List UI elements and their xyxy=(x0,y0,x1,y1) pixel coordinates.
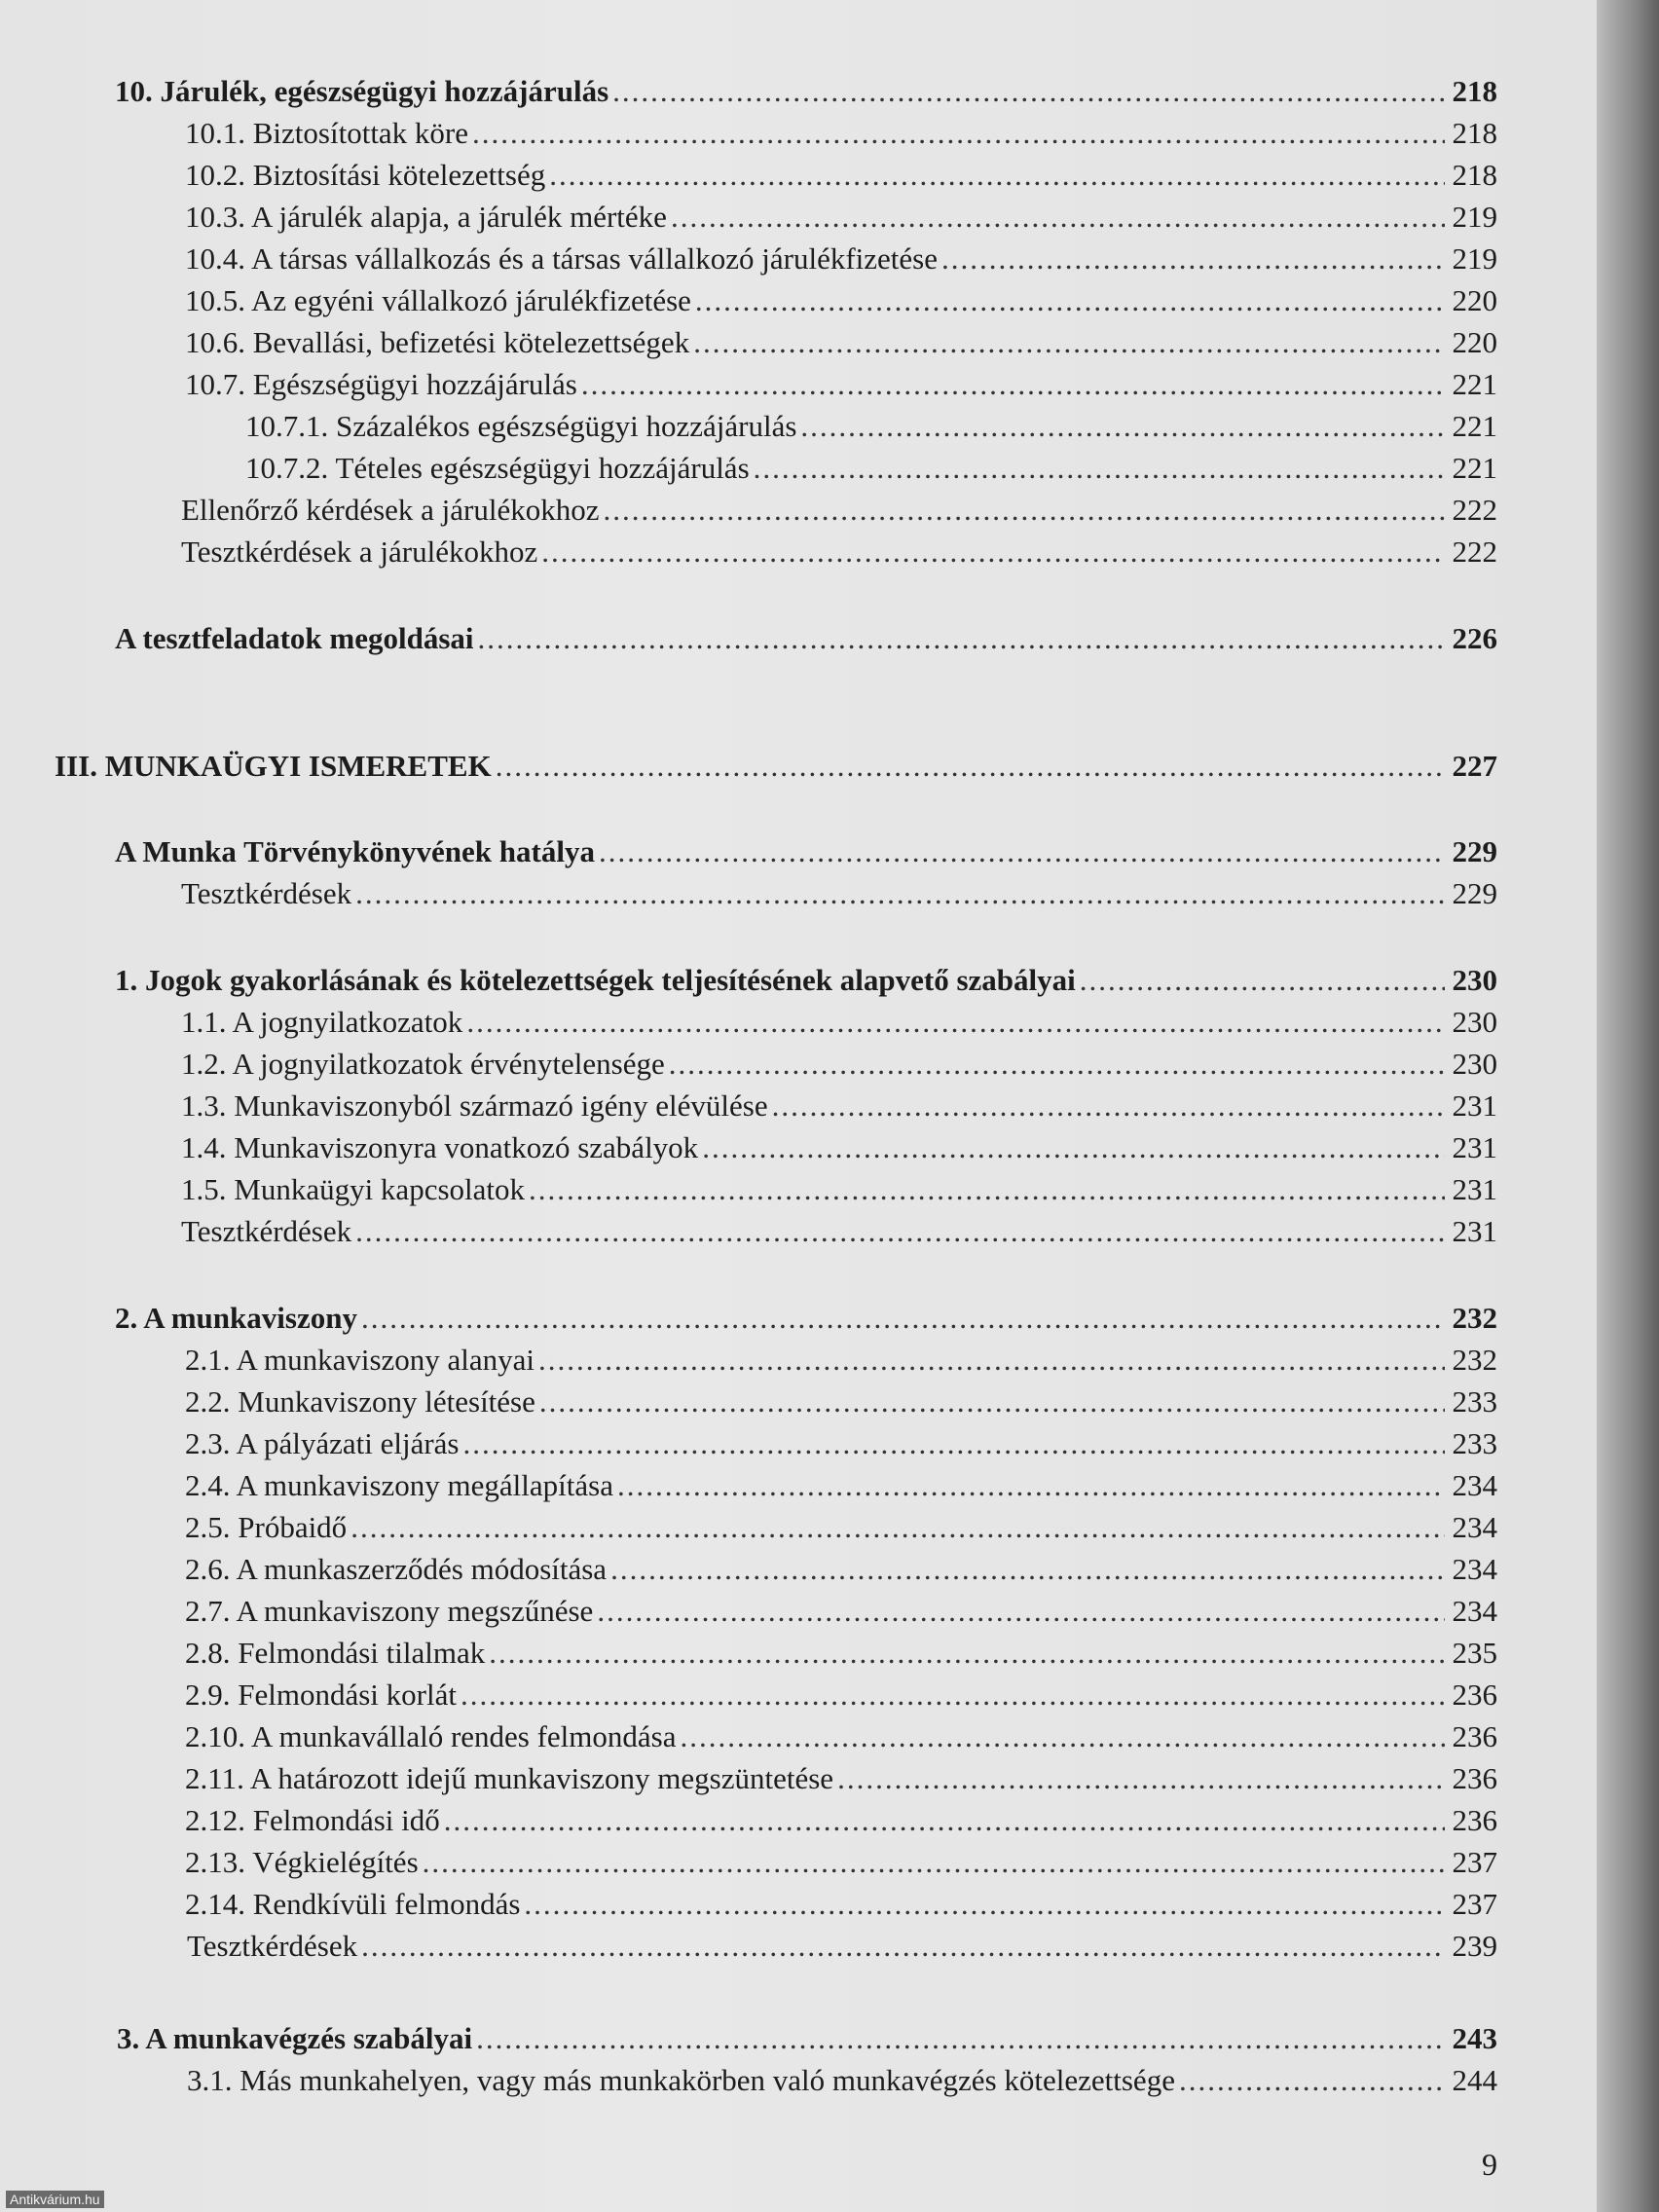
toc-entry-section xyxy=(181,1003,1497,1042)
toc-entry-title: Tesztkérdések a járulékokhoz xyxy=(181,535,538,569)
leader-dots xyxy=(355,874,1445,913)
toc-entry-title: 2.11. A határozott idejű munkaviszony megszüntetése xyxy=(185,1761,834,1795)
leader-dots xyxy=(695,281,1445,320)
toc-entry-title: Ellenőrző kérdések a járulékokhoz xyxy=(181,493,600,527)
toc-entry-section xyxy=(185,114,1497,153)
leader-dots xyxy=(466,1003,1445,1042)
toc-entry-title: 10.3. A járulék alapja, a járulék mértéke xyxy=(185,200,667,234)
leader-dots xyxy=(837,1759,1445,1798)
toc-entry-section xyxy=(181,1128,1497,1167)
leader-dots xyxy=(478,619,1445,658)
leader-dots xyxy=(671,198,1445,237)
toc-entry-title: III. MUNKAÜGYI ISMERETEK xyxy=(55,749,492,783)
toc-entry-page: 229 xyxy=(1452,834,1497,868)
toc-entry-chapter xyxy=(117,2019,1497,2058)
toc-entry-page: 231 xyxy=(1452,1130,1497,1164)
toc-entry-title: 2.4. A munkaviszony megállapítása xyxy=(185,1468,613,1502)
toc-entry-page: 218 xyxy=(1452,116,1497,150)
toc-entry-title: 10.4. A társas vállalkozás és a társas vállalkozó járulékfizetése xyxy=(185,241,938,276)
toc-entry-title: A tesztfeladatok megoldásai xyxy=(115,621,474,655)
toc-entry-page: 219 xyxy=(1452,241,1497,276)
toc-entry-section xyxy=(181,1170,1497,1209)
toc-entry-subsection xyxy=(245,407,1497,446)
toc-entry-page: 230 xyxy=(1452,1047,1497,1081)
leader-dots xyxy=(476,2019,1445,2058)
toc-entry-page: 222 xyxy=(1452,535,1497,569)
toc-entry-page: 230 xyxy=(1452,1005,1497,1039)
toc-entry-title: 2.2. Munkaviszony létesítése xyxy=(185,1384,535,1419)
toc-entry-chapter xyxy=(115,72,1497,111)
toc-entry-chapter xyxy=(115,961,1497,1000)
toc-entry-chapter xyxy=(115,1299,1497,1338)
leader-dots xyxy=(361,1299,1445,1338)
leader-dots xyxy=(599,832,1445,871)
toc-entry-section xyxy=(185,198,1497,237)
leader-dots xyxy=(361,1927,1445,1966)
leader-dots xyxy=(472,114,1445,153)
leader-dots xyxy=(1179,2061,1445,2100)
toc-entry-page: 236 xyxy=(1452,1677,1497,1712)
toc-entry-section xyxy=(185,1466,1497,1505)
toc-entry-page: 236 xyxy=(1452,1719,1497,1753)
leader-dots xyxy=(524,1885,1445,1924)
page-number: 9 xyxy=(1482,2147,1497,2182)
toc-entry-part xyxy=(55,747,1497,786)
leader-dots xyxy=(693,323,1445,362)
leader-dots xyxy=(444,1801,1445,1840)
leader-dots xyxy=(423,1843,1445,1882)
toc-entry-title: Tesztkérdések xyxy=(181,1214,352,1248)
leader-dots xyxy=(610,1550,1445,1589)
toc-entry-title: Tesztkérdések xyxy=(187,1929,358,1963)
toc-entry-title: 10.7.2. Tételes egészségügyi hozzájárulás xyxy=(245,451,750,485)
toc-entry-page: 233 xyxy=(1452,1426,1497,1460)
toc-entry-title: 2.5. Próbaidő xyxy=(185,1510,348,1544)
toc-entry-title: 2.6. A munkaszerződés módosítása xyxy=(185,1552,608,1586)
toc-entry-chapter xyxy=(115,619,1497,658)
leader-dots xyxy=(489,1634,1445,1673)
toc-entry-page: 219 xyxy=(1452,200,1497,234)
toc-entry-page: 221 xyxy=(1452,451,1497,485)
toc-entry-page: 231 xyxy=(1452,1088,1497,1123)
toc-entry-section xyxy=(185,1508,1497,1547)
toc-entry-title: 2.3. A pályázati eljárás xyxy=(185,1426,460,1460)
toc-entry-page: 226 xyxy=(1452,621,1497,655)
toc-entry-section xyxy=(185,1341,1497,1380)
toc-entry-page: 234 xyxy=(1452,1510,1497,1544)
toc-entry-section xyxy=(181,1212,1497,1251)
leader-dots xyxy=(702,1128,1445,1167)
toc-entry-title: 3.1. Más munkahelyen, vagy más munkakörben való munkavégzés kötelezettsége xyxy=(187,2063,1175,2097)
toc-entry-section xyxy=(181,533,1497,571)
toc-entry-section xyxy=(185,1717,1497,1756)
toc-entry-title: 10.2. Biztosítási kötelezettség xyxy=(185,158,546,192)
leader-dots xyxy=(617,1466,1445,1505)
toc-entry-page: 232 xyxy=(1452,1343,1497,1377)
leader-dots xyxy=(538,1341,1445,1380)
toc-entry-section xyxy=(185,281,1497,320)
leader-dots xyxy=(462,1424,1445,1463)
toc-entry-page: 230 xyxy=(1452,963,1497,997)
toc-entry-section xyxy=(185,1759,1497,1798)
toc-entry-page: 235 xyxy=(1452,1636,1497,1670)
toc-entry-title: 1.1. A jognyilatkozatok xyxy=(181,1005,463,1039)
toc-entry-page: 221 xyxy=(1452,367,1497,401)
leader-dots xyxy=(754,449,1445,488)
toc-entry-title: 10.6. Bevallási, befizetési kötelezettségek xyxy=(185,325,690,359)
toc-entry-page: 234 xyxy=(1452,1594,1497,1628)
toc-entry-title: 2.10. A munkavállaló rendes felmondása xyxy=(185,1719,677,1753)
toc-entry-title: 1.2. A jognyilatkozatok érvénytelensége xyxy=(181,1047,665,1081)
leader-dots xyxy=(597,1592,1445,1631)
toc-entry-section xyxy=(185,1676,1497,1714)
leader-dots xyxy=(581,365,1445,404)
leader-dots xyxy=(800,407,1445,446)
toc-entry-page: 233 xyxy=(1452,1384,1497,1419)
toc-entry-title: 10.7. Egészségügyi hozzájárulás xyxy=(185,367,577,401)
toc-entry-page: 232 xyxy=(1452,1301,1497,1335)
toc-entry-page: 243 xyxy=(1452,2021,1497,2055)
toc-entry-title: 1. Jogok gyakorlásának és kötelezettségek teljesítésének alapvető szabályai xyxy=(115,963,1076,997)
toc-entry-section xyxy=(185,1801,1497,1840)
leader-dots xyxy=(669,1045,1445,1084)
toc-entry-section xyxy=(185,1424,1497,1463)
toc-entry-page: 234 xyxy=(1452,1468,1497,1502)
toc-entry-section xyxy=(185,1843,1497,1882)
toc-entry-page: 231 xyxy=(1452,1172,1497,1206)
leader-dots xyxy=(941,240,1445,278)
toc-entry-section xyxy=(181,874,1497,913)
toc-entry-section xyxy=(187,2061,1497,2100)
toc-entry-page: 220 xyxy=(1452,283,1497,317)
toc-entry-page: 221 xyxy=(1452,409,1497,443)
leader-dots xyxy=(604,491,1445,530)
leader-dots xyxy=(496,747,1445,786)
toc-entry-title: 2.7. A munkaviszony megszűnése xyxy=(185,1594,594,1628)
toc-entry-page: 239 xyxy=(1452,1929,1497,1963)
toc-entry-page: 244 xyxy=(1452,2063,1497,2097)
toc-entry-page: 234 xyxy=(1452,1552,1497,1586)
toc-entry-section xyxy=(185,1592,1497,1631)
leader-dots xyxy=(539,1382,1445,1421)
toc-entry-title: 2.8. Felmondási tilalmak xyxy=(185,1636,486,1670)
toc-entry-title: A Munka Törvénykönyvének hatálya xyxy=(115,834,595,868)
leader-dots xyxy=(461,1676,1445,1714)
page-edge-shadow xyxy=(1597,0,1659,2212)
toc-entry-section xyxy=(185,1634,1497,1673)
toc-entry-page: 231 xyxy=(1452,1214,1497,1248)
toc-entry-page: 229 xyxy=(1452,876,1497,910)
toc-entry-title: 2.1. A munkaviszony alanyai xyxy=(185,1343,535,1377)
toc-entry-subsection xyxy=(245,449,1497,488)
leader-dots xyxy=(612,72,1445,111)
toc-entry-section xyxy=(185,156,1497,195)
toc-entry-page: 237 xyxy=(1452,1887,1497,1921)
toc-entry-section xyxy=(185,1382,1497,1421)
toc-entry-title: 1.4. Munkaviszonyra vonatkozó szabályok xyxy=(181,1130,699,1164)
toc-entry-title: 2. A munkaviszony xyxy=(115,1301,357,1335)
toc-entry-section xyxy=(181,1087,1497,1125)
toc-entry-title: 2.13. Végkielégítés xyxy=(185,1845,419,1879)
toc-entry-title: 1.3. Munkaviszonyból származó igény elévülése xyxy=(181,1088,768,1123)
toc-entry-section xyxy=(185,365,1497,404)
leader-dots xyxy=(549,156,1445,195)
toc-entry-section xyxy=(187,1927,1497,1966)
watermark: Antikvárium.hu xyxy=(6,2191,104,2208)
leader-dots xyxy=(350,1508,1445,1547)
toc-entry-title: 2.12. Felmondási idő xyxy=(185,1803,440,1837)
toc-entry-page: 222 xyxy=(1452,493,1497,527)
toc-entry-section xyxy=(185,240,1497,278)
toc-entry-title: 2.14. Rendkívüli felmondás xyxy=(185,1887,521,1921)
toc-entry-page: 227 xyxy=(1452,749,1497,783)
toc-entry-title: 2.9. Felmondási korlát xyxy=(185,1677,457,1712)
toc-entry-title: 10. Járulék, egészségügyi hozzájárulás xyxy=(115,74,609,108)
toc-entry-page: 218 xyxy=(1452,74,1497,108)
toc-entry-section xyxy=(185,1885,1497,1924)
toc-entry-page: 236 xyxy=(1452,1761,1497,1795)
leader-dots xyxy=(1080,961,1445,1000)
leader-dots xyxy=(529,1170,1445,1209)
toc-entry-section xyxy=(181,491,1497,530)
toc-entry-section xyxy=(185,323,1497,362)
leader-dots xyxy=(772,1087,1445,1125)
toc-entry-title: 10.5. Az egyéni vállalkozó járulékfizetése xyxy=(185,283,691,317)
toc-entry-title: 1.5. Munkaügyi kapcsolatok xyxy=(181,1172,526,1206)
toc-entry-chapter xyxy=(115,832,1497,871)
toc-entry-page: 220 xyxy=(1452,325,1497,359)
toc-entry-section xyxy=(181,1045,1497,1084)
toc-entry-title: 3. A munkavégzés szabályai xyxy=(117,2021,473,2055)
toc-entry-title: 10.1. Biztosítottak köre xyxy=(185,116,469,150)
toc-entry-page: 218 xyxy=(1452,158,1497,192)
toc-entry-page: 237 xyxy=(1452,1845,1497,1879)
leader-dots xyxy=(355,1212,1445,1251)
toc-entry-title: 10.7.1. Százalékos egészségügyi hozzájárulás xyxy=(245,409,797,443)
toc-entry-section xyxy=(185,1550,1497,1589)
toc-entry-page: 236 xyxy=(1452,1803,1497,1837)
toc-entry-title: Tesztkérdések xyxy=(181,876,352,910)
leader-dots xyxy=(541,533,1445,571)
leader-dots xyxy=(681,1717,1446,1756)
